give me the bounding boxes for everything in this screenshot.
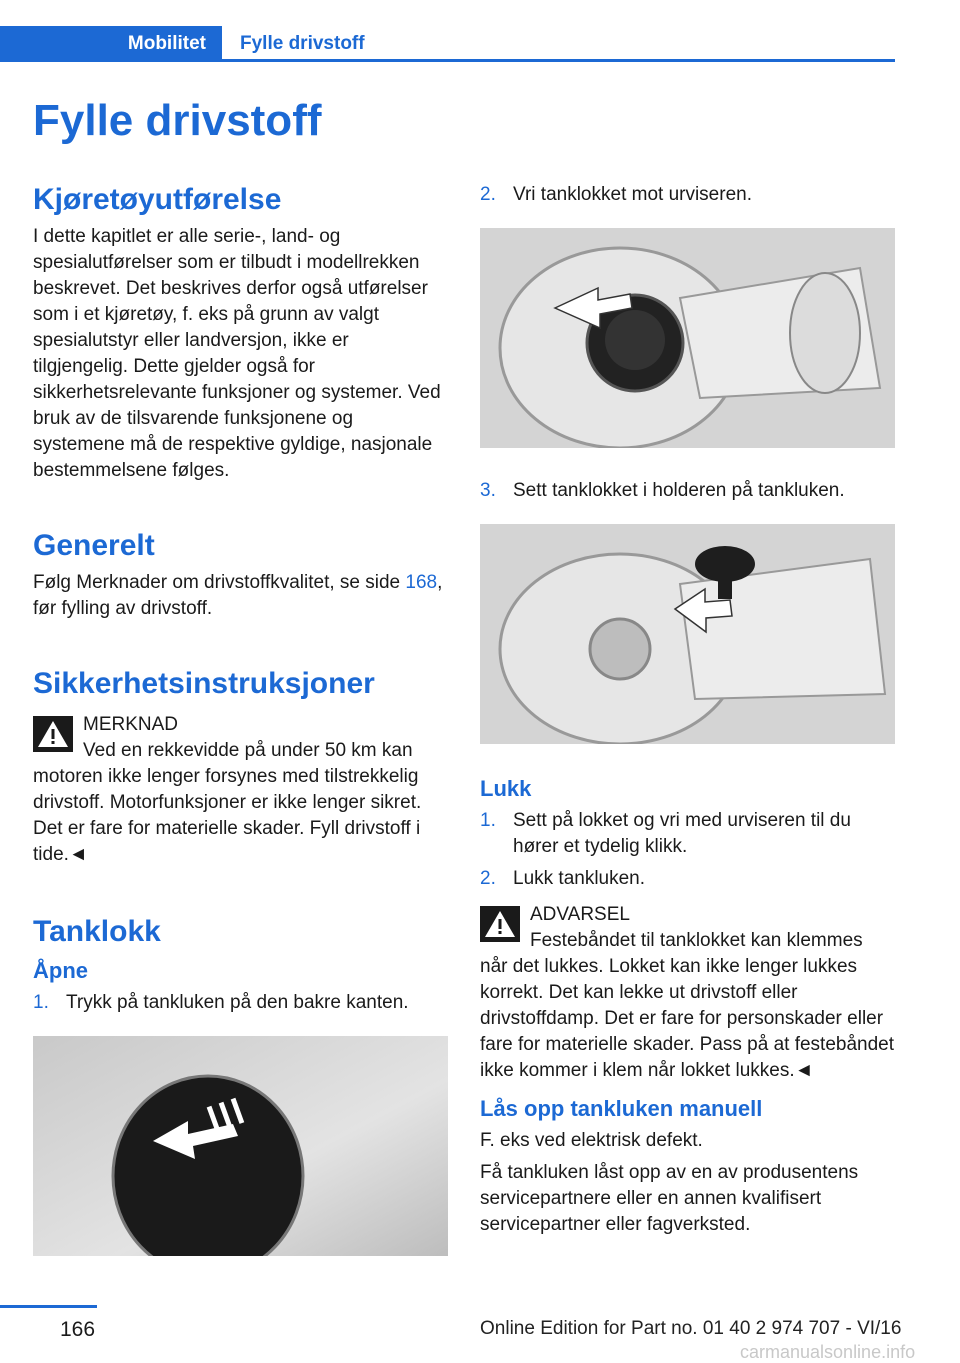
subheading-las-opp: Lås opp tankluken manuell (480, 1096, 763, 1121)
header-rule (222, 59, 895, 62)
generelt-text-post: , før fylling av drivstoff. (33, 572, 443, 619)
header-tabbar (0, 26, 895, 62)
warning-label: ADVARSEL (530, 904, 630, 925)
subheading-apne: Åpne (33, 958, 88, 983)
page-title: Fylle drivstoff (33, 96, 322, 145)
heading-sikkerhetsinstruksjoner: Sikkerhetsinstruksjoner (33, 667, 375, 700)
warning-triangle-icon (480, 906, 520, 942)
page-link-168[interactable]: 168 (405, 572, 438, 593)
cap-holder-photo (480, 524, 895, 744)
tab-mobilitet[interactable]: Mobilitet (0, 26, 222, 62)
step-number: 1. (33, 992, 49, 1013)
step-number: 1. (480, 810, 496, 831)
warning-body: Festebåndet til tanklokket kan klemmes når det lukkes. Lokket kan ikke lenger lukkes korrekt. Det kan lekke ut drivstoff eller drivstoffdamp. Det er fare for personskader eller fare for materielle skader. Pass på at festebåndet ikke kommer i klem når lokket lukkes.◄ (480, 930, 895, 1081)
right-column (480, 182, 895, 1244)
paragraph-servicepartner: Få tankluken låst opp av en av produsentens servicepartnere eller en annen kvalifisert servicepartner eller fagverksted. (480, 1162, 859, 1235)
cap-turn-photo (480, 228, 895, 448)
list-item (480, 182, 895, 208)
tab-fylle-drivstoff[interactable]: Fylle drivstoff (240, 33, 365, 54)
paragraph-defekt: F. eks ved elektrisk defekt. (480, 1130, 703, 1151)
warning-triangle-icon (33, 716, 73, 752)
heading-generelt: Generelt (33, 529, 155, 562)
edition-info: Online Edition for Part no. 01 40 2 974 707 - VI/16 (480, 1318, 902, 1339)
page-number: 166 (60, 1318, 96, 1341)
step-number: 2. (480, 868, 496, 889)
notice-label: MERKNAD (83, 714, 179, 735)
notice-box (33, 712, 448, 868)
footer-rule (0, 1305, 97, 1308)
left-column (33, 182, 448, 1286)
step-text: Sett på lokket og vri med urviseren til du hører et tydelig klikk. (513, 810, 851, 857)
step-text: Sett tanklokket i holderen på tankluken. (513, 480, 845, 501)
generelt-text-pre: Følg Merknader om drivstoffkvalitet, se side (33, 572, 406, 593)
step-text: Vri tanklokket mot urviseren. (513, 184, 752, 205)
step-text: Lukk tankluken. (513, 868, 646, 889)
list-item (480, 866, 895, 892)
warning-box (480, 902, 895, 1084)
paragraph-kjoretoyutforelse: I dette kapitlet er alle serie-, land- og spesialutførelser som er tilbudt i modellrekken beskrevet. Det beskrives derfor også utførelser som i et kjøretøy, f. eks på grunn av valgt spesialutstyr eller landversjon, ikke er tilgjengelig. Dette gjelder også for sikkerhetsrelevante funksjoner og systemer. Ved bruk av de tilsvarende funksjonene og systemene må de respektive gyldige, nasjonale bestemmelsene følges. (33, 226, 441, 481)
step-number: 3. (480, 480, 496, 501)
notice-body: Ved en rekkevidde på under 50 km kan motoren ikke lenger forsynes med tilstrekkelig drivstoff. Motorfunksjoner er ikke lenger sikret. Det er fare for materielle skader. Fyll drivstoff i tide.◄ (33, 740, 422, 865)
heading-tanklokk: Tanklokk (33, 915, 161, 948)
subheading-lukk: Lukk (480, 776, 532, 801)
paragraph-generelt (33, 570, 448, 622)
step-number: 2. (480, 184, 496, 205)
list-item (480, 478, 895, 504)
list-item (480, 808, 895, 860)
heading-kjoretoyutforelse: Kjøretøyutførelse (33, 183, 282, 216)
watermark: carmanualsonline.info (740, 1342, 916, 1362)
list-item (33, 990, 448, 1016)
fuel-flap-press-photo (33, 1036, 448, 1256)
step-text: Trykk på tankluken på den bakre kanten. (66, 992, 409, 1013)
